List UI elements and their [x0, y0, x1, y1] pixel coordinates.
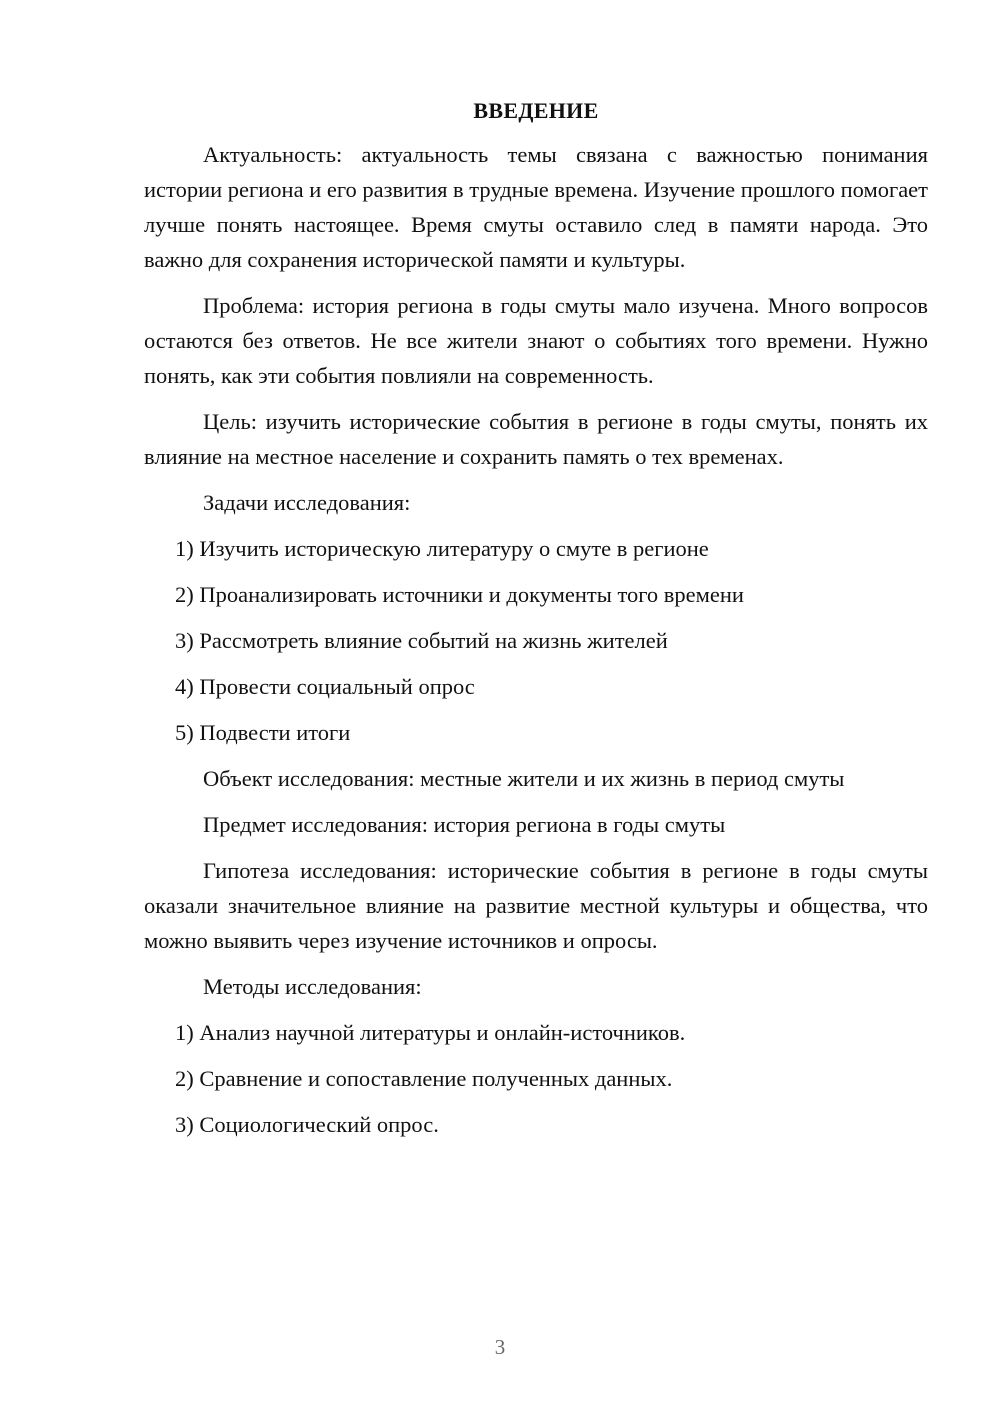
task-item: 2) Проанализировать источники и документы того времени: [175, 582, 744, 607]
section-heading: ВВЕДЕНИЕ: [473, 98, 599, 123]
research-object: Объект исследования: местные жители и их жизнь в период смуты: [203, 766, 845, 791]
page-number: 3: [494, 1335, 506, 1359]
tasks-list: [144, 531, 928, 750]
goal-paragraph: Цель: изучить исторические события в регионе в годы смуты, понять их влияние на местное население и сохранить память о тех временах.: [144, 409, 928, 469]
method-item: 2) Сравнение и сопоставление полученных данных.: [175, 1066, 673, 1091]
task-item: 1) Изучить историческую литературу о смуте в регионе: [175, 536, 709, 561]
methods-title: Методы исследования:: [203, 974, 422, 999]
methods-list: [144, 1015, 928, 1142]
task-item: 3) Рассмотреть влияние событий на жизнь жителей: [175, 628, 668, 653]
hypothesis-paragraph: Гипотеза исследования: исторические события в регионе в годы смуты оказали значительное влияние на развитие местной культуры и общества, что можно выявить через изучение источников и опросы.: [144, 858, 928, 953]
method-item: 1) Анализ научной литературы и онлайн-источников.: [175, 1020, 686, 1045]
method-item: 3) Социологический опрос.: [175, 1112, 439, 1137]
tasks-title: Задачи исследования:: [203, 490, 411, 515]
relevance-paragraph: Актуальность: актуальность темы связана с важностью понимания истории региона и его развития в трудные времена. Изучение прошлого помогает лучше понять настоящее. Время смуты оставило след в памяти народа. Это важно для сохранения исторической памяти и культуры.: [144, 142, 928, 272]
task-item: 5) Подвести итоги: [175, 720, 351, 745]
task-item: 4) Провести социальный опрос: [175, 674, 475, 699]
research-subject: Предмет исследования: история региона в годы смуты: [203, 812, 726, 837]
document-body: [144, 95, 928, 1153]
problem-paragraph: Проблема: история региона в годы смуты мало изучена. Много вопросов остаются без ответов. Не все жители знают о событиях того времени. Нужно понять, как эти события повлияли на современность.: [144, 293, 928, 388]
